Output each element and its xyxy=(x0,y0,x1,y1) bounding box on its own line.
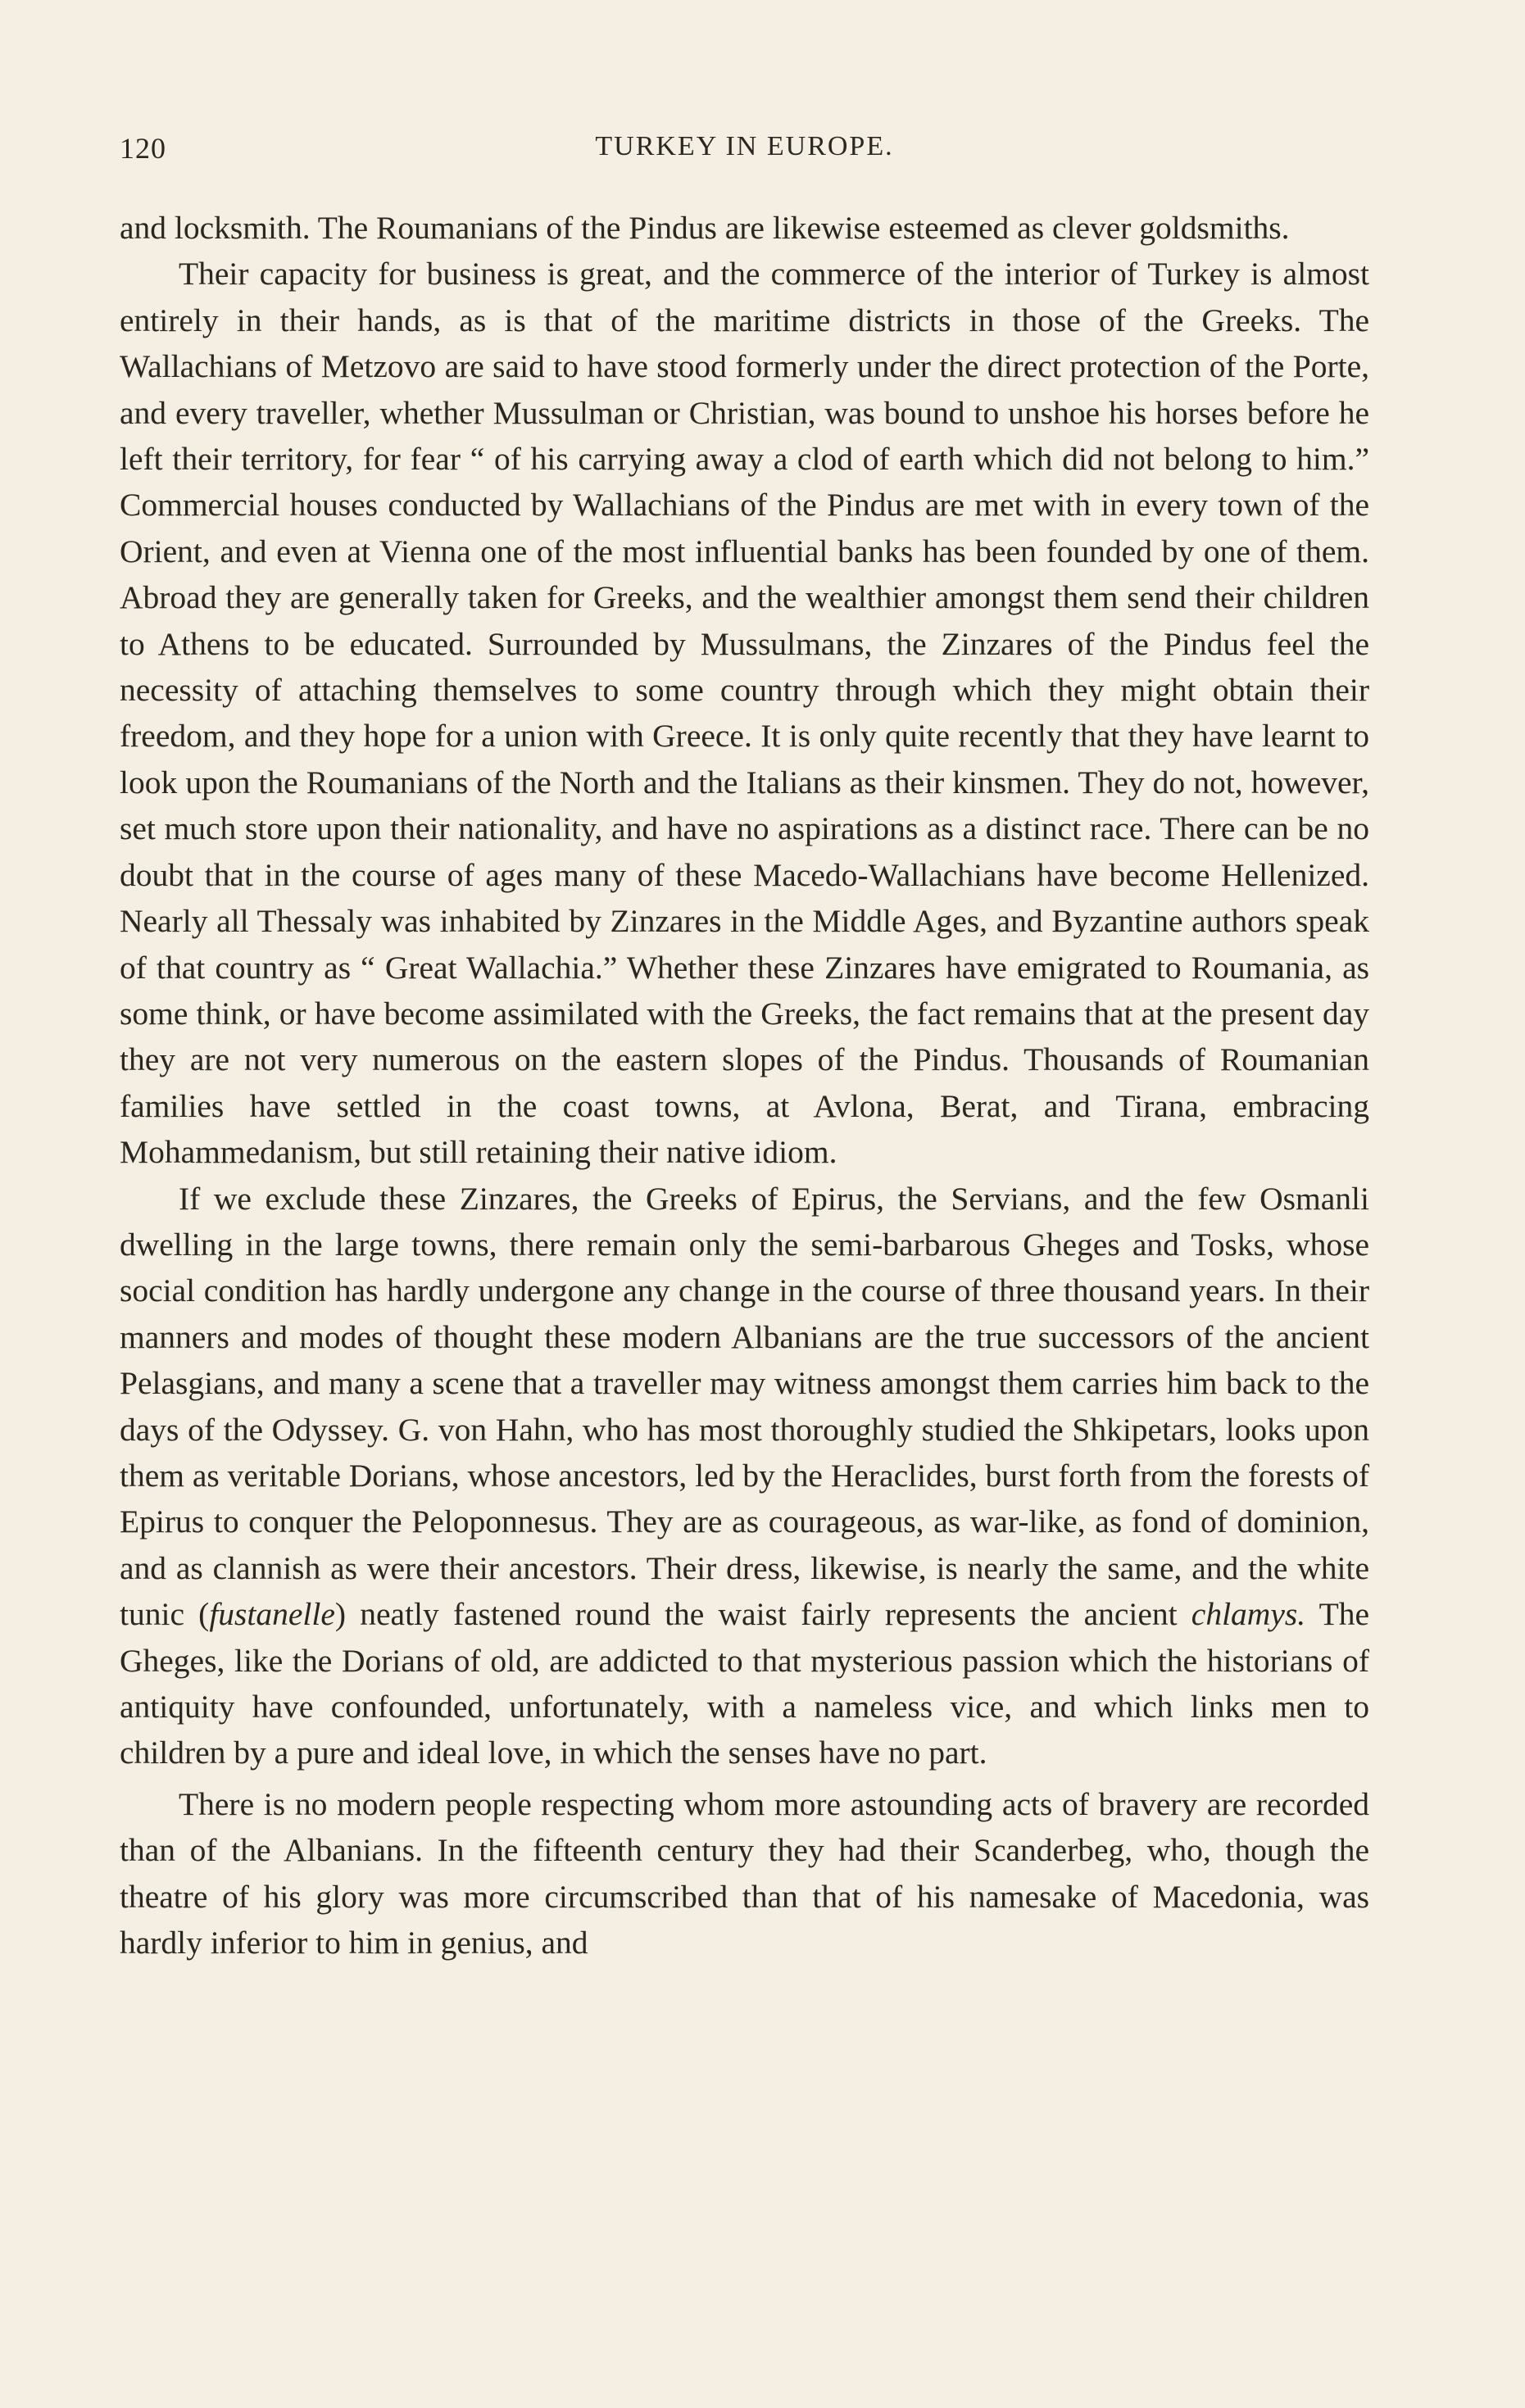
body-text xyxy=(120,205,1369,1966)
page-number: 120 xyxy=(120,132,166,165)
paragraph-3 xyxy=(120,1176,1369,1776)
paragraph-1: and locksmith. The Roumanians of the Pindus are likewise esteemed as clever goldsmiths. xyxy=(120,210,1290,246)
paragraph-2: Their capacity for business is great, and the commerce of the interior of Turkey is almost entirely in their hands, as is that of the maritime districts in those of the Greeks. The Wallachians of Metzovo are said to have stood formerly under the direct protection of the Porte, and every traveller, whether Mussulman or Christian, was bound to unshoe his horses before he left their territory, for fear “ of his carrying away a clod of earth which did not belong to him.” Commercial houses conducted by Wallachians of the Pindus are met with in every town of the Orient, and even at Vienna one of the most influential banks has been founded by one of them. Abroad they are generally taken for Greeks, and the wealthier amongst them send their children to Athens to be educated. Surrounded by Mussulmans, the Zinzares of the Pindus feel the necessity of attaching themselves to some country through which they might obtain their freedom, and they hope for a union with Greece. It is only quite recently that they have learnt to look upon the Roumanians of the North and the Italians as their kinsmen. They do not, however, set much store upon their nationality, and have no aspirations as a distinct race. There can be no doubt that in the course of ages many of these Macedo-Wallachians have become Hellenized. Nearly all Thessaly was inhabited by Zinzares in the Middle Ages, and Byzantine authors speak of that country as “ Great Wallachia.” Whether these Zinzares have emigrated to Roumania, as some think, or have become assimilated with the Greeks, the fact remains that at the present day they are not very numerous on the eastern slopes of the Pindus. Thousands of Roumanian families have settled in the coast towns, at Avlona, Berat, and Tirana, embracing Mohammedanism, but still retaining their native idiom. xyxy=(120,256,1369,1171)
paragraph-3-text-b: ) neatly fastened round the waist fairly represents the ancient xyxy=(334,1596,1191,1633)
running-title: TURKEY IN EUROPE. xyxy=(595,131,894,161)
paragraph-4: There is no modern people respecting whom more astounding acts of bravery are recorded than of the Albanians. In the fifteenth century they had their Scanderbeg, who, though the theatre of his glory was more circumscribed than that of his namesake of Macedonia, was hardly inferior to him in genius, and xyxy=(120,1785,1369,1961)
running-head xyxy=(120,131,1369,172)
italic-chlamys: chlamys. xyxy=(1191,1596,1306,1633)
paragraph-3-text-c: The Gheges, like the Dorians of old, are addicted to that mysterious passion which the historians of antiquity have confounded, unfortunately, with a nameless vice, and which links men to children by a pure and ideal love, in which the senses have no part. xyxy=(120,1596,1369,1771)
italic-fustanelle: fustanelle xyxy=(209,1596,335,1633)
paragraph-3-text-a: If we exclude these Zinzares, the Greeks of Epirus, the Servians, and the few Osmanli dwelling in the large towns, there remain only the semi-barbarous Gheges and Tosks, whose social condition has hardly undergone any change in the course of three thousand years. In their manners and modes of thought these modern Albanians are the true successors of the ancient Pelasgians, and many a scene that a traveller may witness amongst them carries him back to the days of the Odyssey. G. von Hahn, who has most thoroughly studied the Shkipetars, looks upon them as veritable Dorians, whose ancestors, led by the Heraclides, burst forth from the forests of Epirus to conquer the Peloponnesus. They are as courageous, as war-like, as fond of dominion, and as clannish as were their ancestors. Their dress, likewise, is nearly the same, and the white tunic ( xyxy=(120,1180,1369,1633)
